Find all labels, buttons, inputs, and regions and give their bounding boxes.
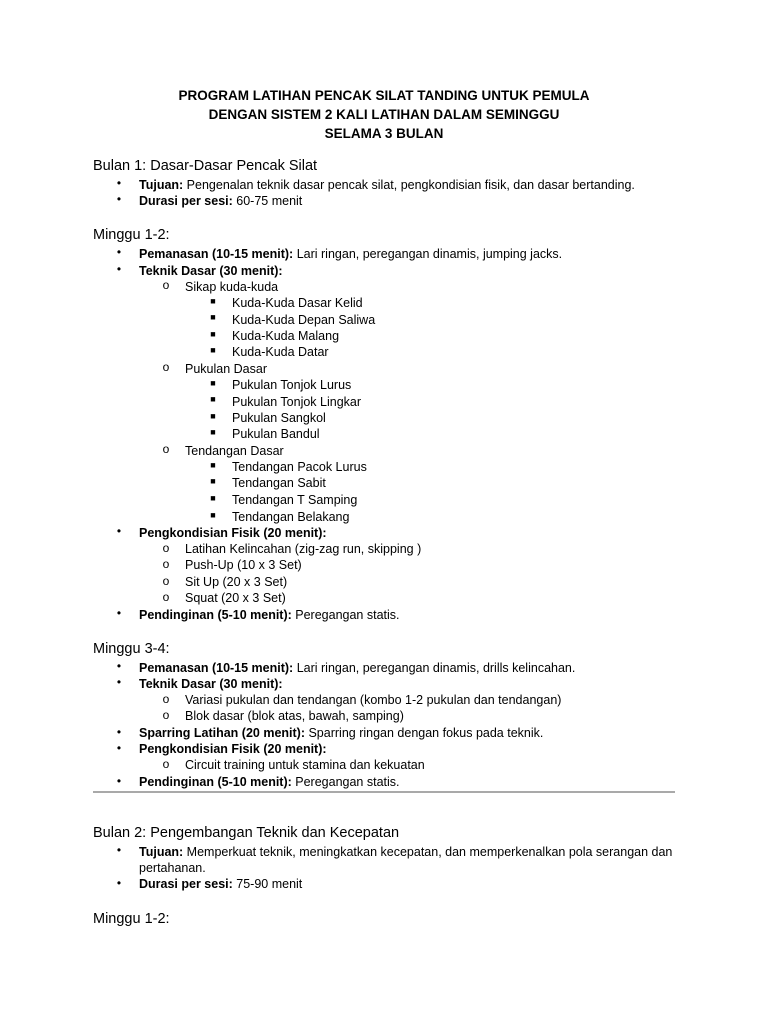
week34-cooldown	[139, 774, 400, 790]
technique-label: Teknik Dasar (30 menit):	[139, 677, 283, 691]
bullet-marker: •	[116, 192, 122, 206]
week34-warmup	[139, 660, 575, 676]
week12-cooldown	[139, 607, 400, 623]
duration-text: 75-90 menit	[232, 877, 303, 891]
sparring-label: Sparring Latihan (20 menit):	[139, 726, 305, 740]
technique-item: Variasi pukulan dan tendangan (kombo 1-2 pukulan dan tendangan)	[185, 693, 562, 707]
kick-sub-item: Tendangan Belakang	[232, 510, 350, 524]
week12-heading: Minggu 1-2:	[93, 227, 170, 243]
stance-sub-item: Kuda-Kuda Malang	[232, 329, 340, 343]
square-marker: ■	[210, 427, 216, 437]
circle-marker: o	[162, 574, 170, 588]
bullet-marker: •	[116, 245, 122, 259]
kick-sub-item: Tendangan Pacok Lurus	[232, 460, 367, 474]
week34-conditioning	[139, 741, 327, 757]
punch-sub-item: Pukulan Tonjok Lingkar	[232, 395, 362, 409]
square-marker: ■	[210, 329, 216, 339]
bullet-marker: •	[116, 675, 122, 689]
week34-technique	[139, 676, 283, 692]
circle-marker: o	[162, 708, 170, 722]
duration-label: Durasi per sesi:	[139, 877, 233, 891]
conditioning-item: Push-Up (10 x 3 Set)	[185, 558, 302, 572]
stance-sub-item: Kuda-Kuda Depan Saliwa	[232, 313, 376, 327]
circle-marker: o	[162, 442, 170, 456]
month2-duration	[139, 876, 302, 892]
month1-goal	[139, 177, 635, 193]
conditioning-item: Latihan Kelincahan (zig-zag run, skipping )	[185, 542, 422, 556]
circle-marker: o	[162, 590, 170, 604]
cooldown-label: Pendinginan (5-10 menit):	[139, 608, 292, 622]
conditioning-label: Pengkondisian Fisik (20 menit):	[139, 742, 327, 756]
warmup-text: Lari ringan, peregangan dinamis, drills kelincahan.	[293, 661, 576, 675]
kick-item: Tendangan Dasar	[185, 444, 284, 458]
kick-sub-item: Tendangan T Samping	[232, 493, 358, 507]
square-marker: ■	[210, 394, 216, 404]
horizontal-divider	[93, 791, 675, 793]
doc-title-line-3: SELAMA 3 BULAN	[324, 126, 444, 141]
bullet-marker: •	[116, 725, 122, 739]
square-marker: ■	[210, 460, 216, 470]
goal-text: Memperkuat teknik, meningkatkan kecepatan, dan memperkenalkan pola serangan dan pertahanan.	[139, 845, 673, 875]
circle-marker: o	[162, 360, 170, 374]
conditioning-item: Sit Up (20 x 3 Set)	[185, 575, 288, 589]
sparring-text: Sparring ringan dengan fokus pada teknik.	[305, 726, 544, 740]
square-marker: ■	[210, 296, 216, 306]
circle-marker: o	[162, 278, 170, 292]
square-marker: ■	[210, 493, 216, 503]
doc-title-line-2: DENGAN SISTEM 2 KALI LATIHAN DALAM SEMINGGU	[208, 107, 560, 122]
month1-heading: Bulan 1: Dasar-Dasar Pencak Silat	[93, 158, 318, 174]
bullet-marker: •	[116, 524, 122, 538]
goal-text: Pengenalan teknik dasar pencak silat, pengkondisian fisik, dan dasar bertanding.	[183, 178, 635, 192]
week12-technique	[139, 263, 283, 279]
punch-sub-item: Pukulan Sangkol	[232, 411, 326, 425]
circle-marker: o	[162, 541, 170, 555]
month2-heading: Bulan 2: Pengembangan Teknik dan Kecepatan	[93, 825, 400, 841]
goal-label: Tujuan:	[139, 845, 184, 859]
circle-marker: o	[162, 557, 170, 571]
punch-sub-item: Pukulan Bandul	[232, 427, 320, 441]
bullet-marker: •	[116, 843, 122, 857]
week12-warmup	[139, 246, 562, 262]
stance-item: Sikap kuda-kuda	[185, 280, 279, 294]
bullet-marker: •	[116, 176, 122, 190]
stance-sub-item: Kuda-Kuda Datar	[232, 345, 329, 359]
goal-label: Tujuan:	[139, 178, 184, 192]
bullet-marker: •	[116, 659, 122, 673]
bullet-marker: •	[116, 876, 122, 890]
circle-marker: o	[162, 692, 170, 706]
duration-text: 60-75 menit	[232, 194, 303, 208]
square-marker: ■	[210, 510, 216, 520]
square-marker: ■	[210, 312, 216, 322]
square-marker: ■	[210, 378, 216, 388]
month2-week-heading: Minggu 1-2:	[93, 911, 170, 927]
bullet-marker: •	[116, 606, 122, 620]
conditioning-label: Pengkondisian Fisik (20 menit):	[139, 526, 327, 540]
month1-duration	[139, 193, 302, 209]
square-marker: ■	[210, 476, 216, 486]
kick-sub-item: Tendangan Sabit	[232, 476, 326, 490]
bullet-marker: •	[116, 774, 122, 788]
conditioning-item: Squat (20 x 3 Set)	[185, 591, 286, 605]
stance-sub-item: Kuda-Kuda Dasar Kelid	[232, 296, 363, 310]
bullet-marker: •	[116, 262, 122, 276]
warmup-text: Lari ringan, peregangan dinamis, jumping jacks.	[293, 247, 563, 261]
technique-label: Teknik Dasar (30 menit):	[139, 264, 283, 278]
conditioning-item: Circuit training untuk stamina dan kekuatan	[185, 758, 425, 772]
cooldown-text: Peregangan statis.	[291, 775, 400, 789]
month2-goal	[139, 844, 679, 876]
week34-sparring	[139, 725, 543, 741]
week34-heading: Minggu 3-4:	[93, 641, 170, 657]
warmup-label: Pemanasan (10-15 menit):	[139, 661, 294, 675]
cooldown-label: Pendinginan (5-10 menit):	[139, 775, 292, 789]
punch-item: Pukulan Dasar	[185, 362, 267, 376]
square-marker: ■	[210, 411, 216, 421]
punch-sub-item: Pukulan Tonjok Lurus	[232, 378, 352, 392]
cooldown-text: Peregangan statis.	[291, 608, 400, 622]
warmup-label: Pemanasan (10-15 menit):	[139, 247, 294, 261]
doc-title-line-1: PROGRAM LATIHAN PENCAK SILAT TANDING UNTUK PEMULA	[178, 88, 590, 103]
week12-conditioning	[139, 525, 327, 541]
square-marker: ■	[210, 345, 216, 355]
duration-label: Durasi per sesi:	[139, 194, 233, 208]
bullet-marker: •	[116, 741, 122, 755]
technique-item: Blok dasar (blok atas, bawah, samping)	[185, 709, 404, 723]
circle-marker: o	[162, 757, 170, 771]
